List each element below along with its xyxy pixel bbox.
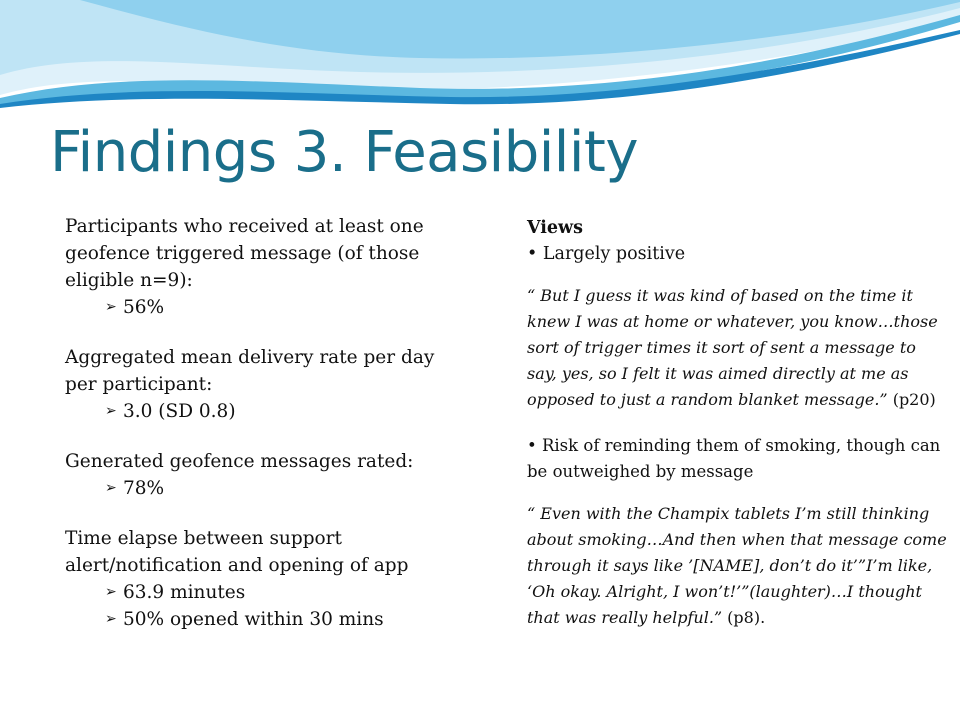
participant-quote-p20: “ But I guess it was kind of based on the time it knew I was at home or whatever, you know…those sort of trigger times it sort of sent a message to say, yes, so I felt it was aimed directly at me as opposed to just a random blanket message.” (p20) [527, 286, 938, 409]
arrow-bullet-icon: ➢ [105, 480, 117, 496]
finding-value-item: ➢ 78% [65, 475, 460, 502]
finding-text-participants: Participants who received at least one geofence triggered message (of those eligible n=9): [65, 216, 424, 291]
right-column [527, 215, 947, 631]
views-heading: Views [527, 218, 583, 238]
header-wave-decoration [0, 0, 960, 130]
participant-quote-p8: “ Even with the Champix tablets I’m still thinking about smoking…And then when that message come through it says like ’[NAME], don’t do it’”I’m like, ‘Oh okay. Alright, I won’t!’”(laughter)…I thought that was really helpful.” (p8). [527, 504, 947, 627]
finding-value-item: ➢ 3.0 (SD 0.8) [65, 398, 460, 425]
finding-value-item: ➢ 63.9 minutes [65, 579, 460, 606]
finding-value-item: ➢ 50% opened within 30 mins [65, 606, 460, 633]
finding-text-delivery-rate: Aggregated mean delivery rate per day per participant: [65, 347, 435, 395]
arrow-bullet-icon: ➢ [105, 403, 117, 419]
arrow-bullet-icon: ➢ [105, 299, 117, 315]
finding-value-item: ➢ 56% [65, 294, 460, 321]
finding-text-time-elapse: Time elapse between support alert/notification and opening of app [65, 528, 409, 576]
arrow-bullet-icon: ➢ [105, 611, 117, 627]
arrow-bullet-icon: ➢ [105, 584, 117, 600]
views-bullet-risk: • Risk of reminding them of smoking, though can be outweighed by message [527, 436, 941, 481]
quote-reference: (p20) [887, 390, 936, 409]
left-column [65, 213, 460, 633]
views-bullet-positive: • Largely positive [527, 244, 686, 264]
finding-text-messages-rated: Generated geofence messages rated: [65, 451, 414, 472]
quote-reference: (p8). [722, 608, 766, 627]
page-title: Findings 3. Feasibility [50, 120, 639, 185]
